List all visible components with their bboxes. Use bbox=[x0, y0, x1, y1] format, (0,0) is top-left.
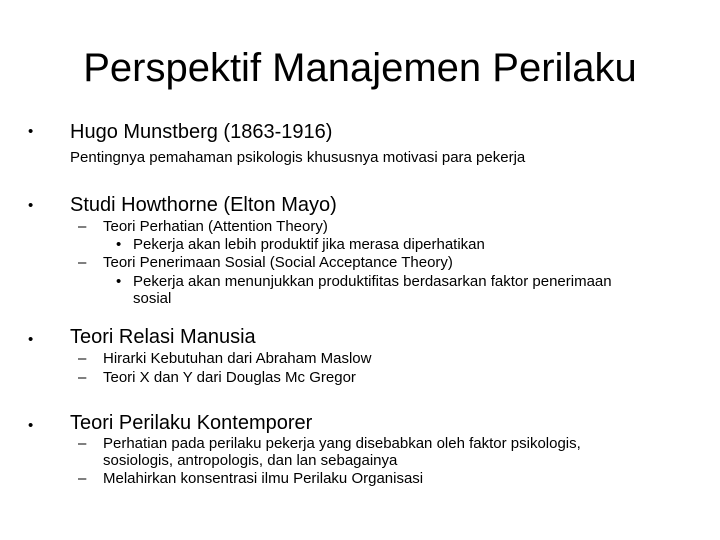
bullet-icon: • bbox=[28, 123, 34, 140]
dash-icon: – bbox=[78, 350, 87, 367]
list-item-text: Teori X dan Y dari Douglas Mc Gregor bbox=[103, 369, 356, 386]
list-item-continuation: sosiologis, antropologis, dan lan sebagainya bbox=[103, 452, 398, 469]
bullet-icon: • bbox=[28, 197, 34, 214]
section-heading-contemporary: Teori Perilaku Kontemporer bbox=[70, 412, 313, 434]
list-item-text: Teori Perhatian (Attention Theory) bbox=[103, 218, 328, 235]
dash-icon: – bbox=[78, 254, 87, 271]
section-subtitle-hugo: Pentingnya pemahaman psikologis khususnya motivasi para pekerja bbox=[70, 149, 526, 166]
dash-icon: – bbox=[78, 435, 87, 452]
dash-icon: – bbox=[78, 369, 87, 386]
list-item-text: Melahirkan konsentrasi ilmu Perilaku Organisasi bbox=[103, 470, 424, 487]
list-item bbox=[78, 350, 371, 368]
section-heading-hawthorne: Studi Howthorne (Elton Mayo) bbox=[70, 194, 337, 216]
sub-list-item bbox=[116, 273, 612, 290]
bullet-icon: • bbox=[28, 331, 34, 348]
list-item-text: Hirarki Kebutuhan dari Abraham Maslow bbox=[103, 350, 372, 367]
dash-icon: – bbox=[78, 218, 87, 235]
list-item-text: Teori Penerimaan Sosial (Social Acceptance Theory) bbox=[103, 254, 453, 271]
sub-list-item bbox=[116, 236, 485, 253]
list-item bbox=[78, 369, 356, 387]
bullet-icon: • bbox=[116, 273, 122, 290]
slide-title: Perspektif Manajemen Perilaku bbox=[83, 46, 637, 90]
list-item bbox=[78, 435, 581, 453]
list-item-text: Perhatian pada perilaku pekerja yang disebabkan oleh faktor psikologis, bbox=[103, 435, 581, 452]
bullet-icon: • bbox=[28, 417, 34, 434]
sub-list-item-continuation: sosial bbox=[133, 290, 172, 307]
dash-icon: – bbox=[78, 470, 87, 487]
sub-list-item-text: Pekerja akan menunjukkan produktifitas berdasarkan faktor penerimaan bbox=[133, 273, 612, 290]
list-item bbox=[78, 218, 328, 236]
bullet-icon: • bbox=[116, 236, 122, 253]
list-item bbox=[78, 470, 423, 488]
list-item bbox=[78, 254, 453, 272]
section-heading-hugo: Hugo Munstberg (1863-1916) bbox=[70, 121, 333, 143]
section-heading-human-relations: Teori Relasi Manusia bbox=[70, 326, 256, 348]
sub-list-item-text: Pekerja akan lebih produktif jika merasa diperhatikan bbox=[133, 236, 485, 253]
